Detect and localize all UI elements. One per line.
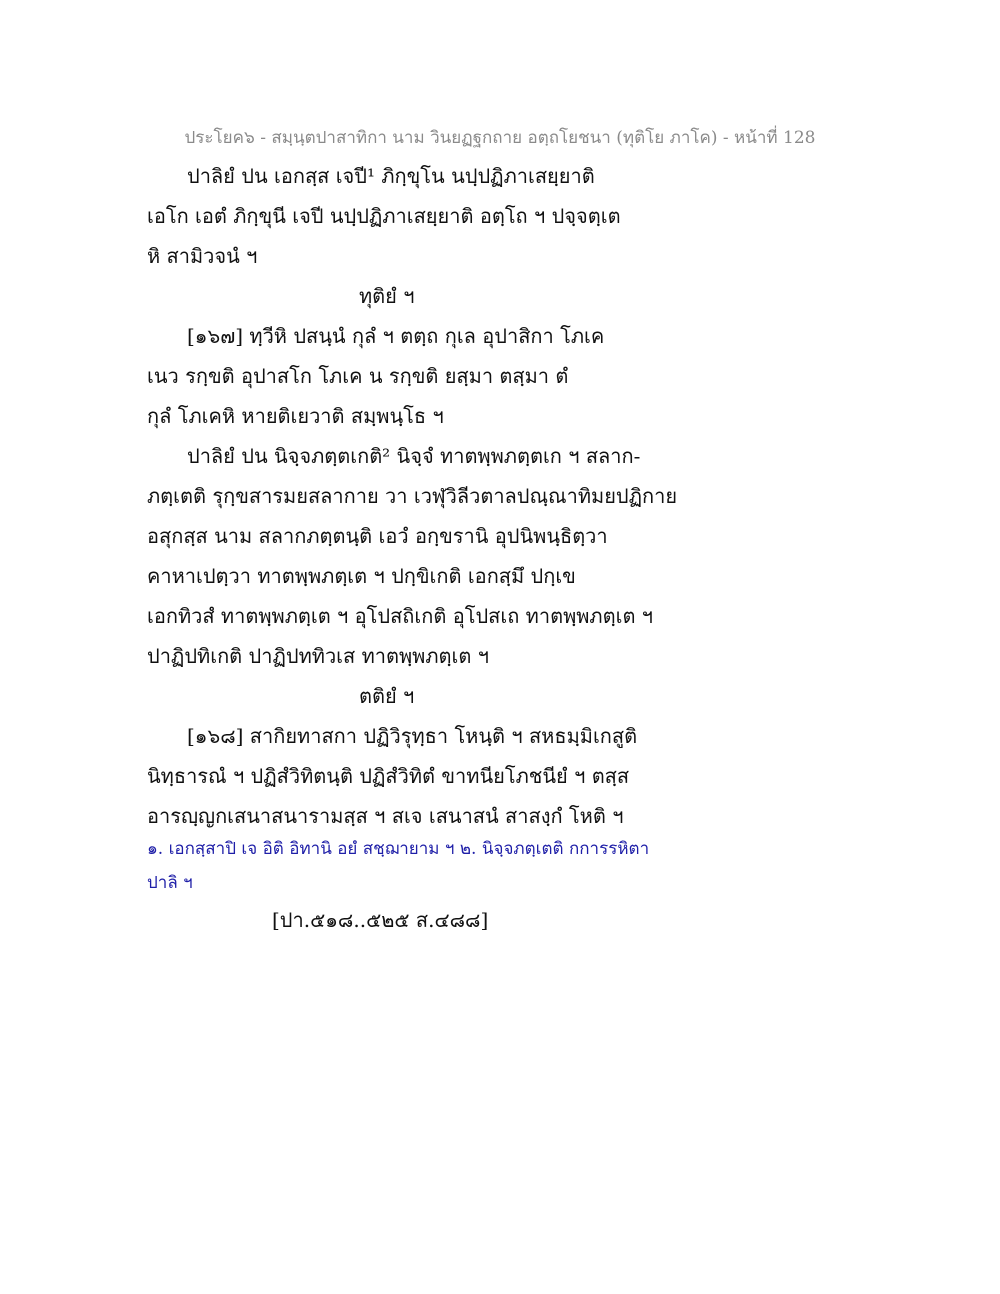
text-line: ปาลิยํ ปน เอกสฺส เจปี¹ ภิกฺขุโน นปฺปฏิภาเสยฺยาติ [187, 164, 595, 188]
footnotes [147, 832, 650, 900]
section-heading: ตติยํ ฯ [359, 684, 415, 708]
text-line: [๑๖๘] สากิยทาสกา ปฏิวิรุทฺธา โหนฺติ ฯ สหธมฺมิเกสูติ [187, 724, 638, 748]
footnote-line: ๑. เอกสฺสาปิ เจ อิติ อิทานิ อยํ สชฺฌายาม ฯ ๒. นิจฺจภตฺเตติ กการรหิตา [147, 839, 650, 859]
text-line: อสุกสฺส นาม สลากภตฺตนฺติ เอวํ อกฺขรานิ อุปนิพนฺธิตฺวา [147, 524, 608, 548]
text-line: หิ สามิวจนํ ฯ [147, 244, 258, 268]
footnote-line: ปาลิ ฯ [147, 873, 193, 893]
text-line: เนว รกฺขติ อุปาสโก โภเค น รกฺขติ ยสฺมา ตสฺมา ตํ [147, 364, 569, 388]
text-line: นิทฺธารณํ ฯ ปฏิสํวิทิตนฺติ ปฏิสํวิทิตํ ขาทนียโภชนียํ ฯ ตสฺส [147, 764, 630, 788]
text-line: ภตฺเตติ รุกฺขสารมยสลากาย วา เวฬุวิลีวตาลปณฺณาทิมยปฏิกาย [147, 484, 678, 508]
text-line: เอกทิวสํ ทาตพฺพภตฺเต ฯ อุโปสถิเกติ อุโปสเถ ทาตพฺพภตฺเต ฯ [147, 604, 654, 628]
text-line: คาหาเปตฺวา ทาตพฺพภตฺเต ฯ ปกฺขิเกติ เอกสฺมึ ปกฺเข [147, 564, 576, 588]
main-text [147, 156, 678, 836]
text-line: ปาฏิปทิเกติ ปาฏิปททิวเส ทาตพฺพภตฺเต ฯ [147, 644, 489, 668]
text-line: ปาลิยํ ปน นิจฺจภตฺตเกติ² นิจฺจํ ทาตพฺพภตฺตเก ฯ สลาก- [187, 444, 641, 468]
page-header: ประโยค๖ - สมฺนฺตปาสาทิกา นาม วินยฏฐกถาย อตฺถโยชนา (ทุติโย ภาโค) - หน้าที่ 128 [184, 128, 816, 148]
text-line: เอโก เอตํ ภิกฺขุนี เจปี นปฺปฏิภาเสยฺยาติ อตฺโถ ฯ ปจฺจตฺเต [147, 204, 621, 228]
page-reference: [ปา.๕๑๘..๕๒๕ ส.๔๘๘] [272, 908, 489, 932]
text-line: อารญฺญกเสนาสนารามสฺส ฯ สเจ เสนาสนํ สาสงฺกํ โหติ ฯ [147, 804, 624, 828]
section-heading: ทุติยํ ฯ [359, 284, 415, 308]
text-line: กุลํ โภเคหิ หายติเยวาติ สมฺพนฺโธ ฯ [147, 404, 444, 428]
text-line: [๑๖๗] ทฺวีหิ ปสนฺนํ กุลํ ฯ ตตฺถ กุเล อุปาสิกา โภเค [187, 324, 605, 348]
